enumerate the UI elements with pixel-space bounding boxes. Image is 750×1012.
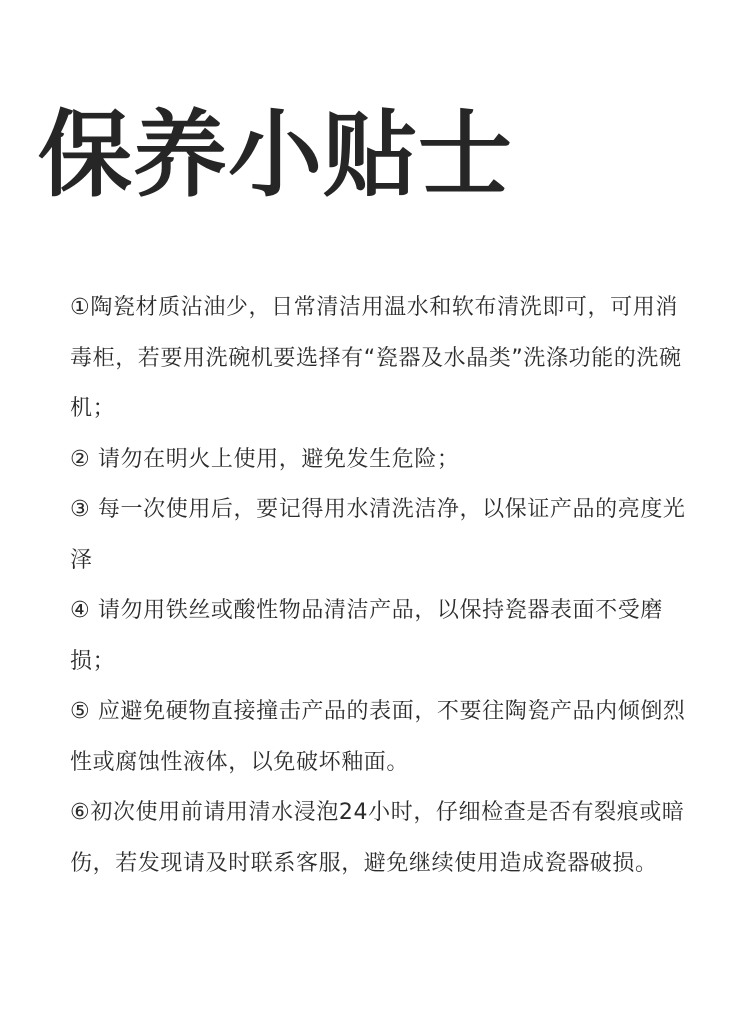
tip-item-6: ⑥初次使用前请用清水浸泡24小时，仔细检查是否有裂痕或暗伤，若发现请及时联系客服，避免继续使用造成瓷器破损。 xyxy=(70,800,685,876)
tip-item-2: ② 请勿在明火上使用，避免发生危险； xyxy=(70,446,460,472)
tip-item-4: ④ 请勿用铁丝或酸性物品清洁产品，以保持瓷器表面不受磨损； xyxy=(70,598,663,674)
tip-item-1: ①陶瓷材质沾油少，日常清洁用温水和软布清洗即可，可用消毒柜，若要用洗碗机要选择有“瓷器及水晶类”洗涤功能的洗碗机； xyxy=(70,295,682,421)
tip-item-3: ③ 每一次使用后，要记得用水清洗洁净，以保证产品的亮度光泽 xyxy=(70,497,686,573)
care-tips-list xyxy=(70,283,690,889)
page-title: 保养小贴士 xyxy=(38,101,514,210)
tip-item-5: ⑤ 应避免硬物直接撞击产品的表面，不要往陶瓷产品内倾倒烈性或腐蚀性液体，以免破坏釉面。 xyxy=(70,699,686,775)
